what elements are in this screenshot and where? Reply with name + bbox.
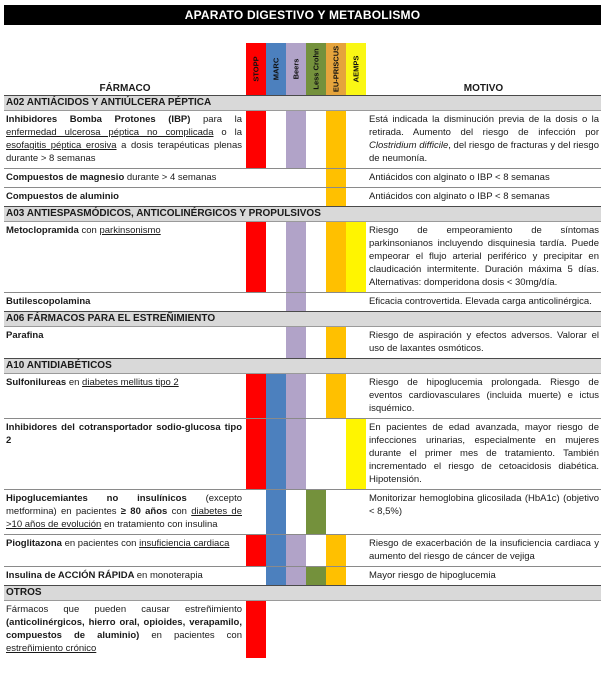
- criteria-header-label: AEMPS: [351, 55, 361, 83]
- mark-stopp-on: [246, 535, 266, 566]
- mark-stopp-off: [246, 567, 266, 585]
- text-segment: Monitorizar hemoglobina glicosilada (HbA1c) (objetivo < 8,5%): [369, 493, 599, 517]
- text-segment: , del riesgo de fracturas y del riesgo de neumonía.: [369, 140, 600, 164]
- criteria-header-label: Beers: [291, 58, 301, 80]
- text-segment: (excepto metformina) en pacientes: [6, 493, 242, 517]
- mark-marc-on: [266, 374, 286, 418]
- motivo-cell: [366, 111, 601, 168]
- text-segment: Riesgo de exacerbación de la insuficiencia cardiaca y aumento del riesgo de cáncer de vejiga: [369, 538, 599, 562]
- text-segment: estreñimiento crónico: [6, 643, 97, 654]
- motivo-cell: [366, 567, 601, 585]
- text-segment: Riesgo de hipoglucemia prolongada. Riesgo de eventos cardiovasculares (incluida muerte) e ictus isquémico.: [369, 377, 599, 414]
- table-row: [4, 374, 601, 418]
- mark-aemps-off: [346, 601, 366, 658]
- mark-beers-on: [286, 111, 306, 168]
- criteria-marks: [246, 419, 366, 489]
- mark-marc-off: [266, 188, 286, 206]
- mark-eu-priscus-off: [326, 601, 346, 658]
- text-segment: diabetes mellitus tipo 2: [82, 377, 179, 388]
- mark-less-chron-off: [306, 222, 326, 292]
- table-row: [4, 292, 601, 311]
- mark-less-chron-off: [306, 535, 326, 566]
- text-segment: Compuestos de aluminio: [6, 191, 119, 202]
- criteria-marks: [246, 293, 366, 311]
- mark-beers-on: [286, 293, 306, 311]
- farmaco-column-header: FÁRMACO: [99, 83, 151, 94]
- mark-eu-priscus-on: [326, 567, 346, 585]
- criteria-marks: [246, 567, 366, 585]
- motivo-cell: [366, 374, 601, 418]
- motivo-cell: [366, 490, 601, 534]
- text-segment: en pacientes con: [151, 630, 242, 641]
- mark-stopp-off: [246, 188, 266, 206]
- criteria-header-label: STOPP: [251, 56, 261, 82]
- mark-eu-priscus-on: [326, 169, 346, 187]
- text-segment: parkinsonismo: [99, 225, 161, 236]
- text-segment: Riesgo de empeoramiento de síntomas parkinsonianos incluyendo disquinesia tardía. Puede empeorar el flujo arterial periférico y precipitar en claudicación intermitente. Duración máxima 5 días. Alternativas: domperidona dosis < 30mg/día.: [369, 225, 599, 288]
- mark-beers-off: [286, 169, 306, 187]
- motivo-cell: [366, 327, 601, 358]
- mark-beers-on: [286, 419, 306, 489]
- mark-stopp-on: [246, 601, 266, 658]
- mark-beers-off: [286, 188, 306, 206]
- mark-less-chron-off: [306, 169, 326, 187]
- section-header: A10 ANTIDIABÉTICOS: [4, 358, 601, 374]
- mark-less-chron-off: [306, 374, 326, 418]
- table-header: [4, 43, 601, 95]
- farmaco-cell: [4, 535, 246, 566]
- mark-eu-priscus-on: [326, 111, 346, 168]
- mark-aemps-on: [346, 419, 366, 489]
- section-header: A03 ANTIESPASMÓDICOS, ANTICOLINÉRGICOS Y PROPULSIVOS: [4, 206, 601, 222]
- mark-less-chron-on: [306, 490, 326, 534]
- text-segment: con: [171, 506, 192, 517]
- motivo-cell: [366, 188, 601, 206]
- criteria-header-label: MARC: [271, 57, 281, 81]
- farmaco-cell: [4, 111, 246, 168]
- text-segment: en pacientes con: [64, 538, 140, 549]
- mark-less-chron-off: [306, 111, 326, 168]
- motivo-cell: [366, 419, 601, 489]
- mark-stopp-off: [246, 293, 266, 311]
- section-header: A02 ANTIÁCIDOS Y ANTIÚLCERA PÉPTICA: [4, 95, 601, 111]
- mark-eu-priscus-on: [326, 188, 346, 206]
- mark-less-chron-on: [306, 567, 326, 585]
- mark-marc-on: [266, 419, 286, 489]
- criteria-header-label: Less Crohn: [311, 48, 321, 90]
- criteria-marks: [246, 601, 366, 658]
- mark-less-chron-off: [306, 188, 326, 206]
- table-row: [4, 327, 601, 358]
- table-row: [4, 187, 601, 206]
- farmaco-header-zone: [4, 43, 246, 95]
- motivo-cell: [366, 293, 601, 311]
- mark-stopp-on: [246, 222, 266, 292]
- text-segment: Mayor riesgo de hipoglucemia: [369, 570, 496, 581]
- mark-aemps-off: [346, 293, 366, 311]
- mark-eu-priscus-off: [326, 293, 346, 311]
- mark-stopp-on: [246, 111, 266, 168]
- text-segment: Compuestos de magnesio: [6, 172, 127, 183]
- text-segment: diabetes de >10 años de evolución: [6, 506, 242, 530]
- mark-marc-off: [266, 601, 286, 658]
- text-segment: durante > 4 semanas: [126, 172, 217, 183]
- mark-aemps-off: [346, 188, 366, 206]
- text-segment: Butilescopolamina: [6, 296, 91, 307]
- text-segment: Clostridium difficile: [369, 140, 449, 151]
- table-row: [4, 222, 601, 292]
- mark-marc-off: [266, 111, 286, 168]
- text-segment: Insulina de ACCIÓN RÁPIDA: [6, 570, 137, 581]
- mark-less-chron-off: [306, 293, 326, 311]
- mark-beers-on: [286, 327, 306, 358]
- mark-marc-off: [266, 169, 286, 187]
- criteria-marks: [246, 490, 366, 534]
- criteria-header-aemps: [346, 43, 366, 95]
- mark-aemps-off: [346, 490, 366, 534]
- mark-marc-on: [266, 567, 286, 585]
- table-body: [4, 95, 601, 658]
- text-segment: Inhibidores del cotransportador sodio-glucosa tipo 2: [6, 422, 242, 446]
- criteria-marks: [246, 222, 366, 292]
- text-segment: para la: [203, 114, 242, 125]
- mark-eu-priscus-on: [326, 222, 346, 292]
- mark-less-chron-off: [306, 419, 326, 489]
- mark-beers-on: [286, 374, 306, 418]
- table-row: [4, 601, 601, 658]
- farmaco-cell: [4, 293, 246, 311]
- mark-eu-priscus-on: [326, 374, 346, 418]
- mark-stopp-off: [246, 169, 266, 187]
- farmaco-cell: [4, 188, 246, 206]
- mark-eu-priscus-off: [326, 490, 346, 534]
- text-segment: ≥ 80 años: [120, 506, 172, 517]
- criteria-marks: [246, 169, 366, 187]
- section-header: A06 FÁRMACOS PARA EL ESTREÑIMIENTO: [4, 311, 601, 327]
- text-segment: Antiácidos con alginato o IBP < 8 semanas: [369, 172, 550, 183]
- text-segment: a dosis terapéuticas plenas durante > 8 semanas: [6, 140, 242, 164]
- motivo-cell: [366, 222, 601, 292]
- mark-aemps-off: [346, 535, 366, 566]
- text-segment: con: [81, 225, 100, 236]
- mark-beers-on: [286, 222, 306, 292]
- mark-stopp-off: [246, 490, 266, 534]
- mark-marc-on: [266, 535, 286, 566]
- text-segment: en: [68, 377, 83, 388]
- mark-aemps-on: [346, 222, 366, 292]
- text-segment: enfermedad ulcerosa péptica no complicada: [6, 127, 214, 138]
- text-segment: Antiácidos con alginato o IBP < 8 semanas: [369, 191, 550, 202]
- text-segment: insuficiencia cardiaca: [139, 538, 230, 549]
- table-row: [4, 489, 601, 534]
- mark-stopp-on: [246, 419, 266, 489]
- mark-aemps-off: [346, 374, 366, 418]
- motivo-header-zone: [366, 43, 601, 95]
- text-segment: Hipoglucemiantes no insulínicos: [6, 493, 206, 504]
- text-segment: Metoclopramida: [6, 225, 82, 236]
- mark-eu-priscus-on: [326, 327, 346, 358]
- motivo-cell: [366, 601, 601, 658]
- text-segment: Eficacia controvertida. Elevada carga anticolinérgica.: [369, 296, 592, 307]
- table-row: [4, 566, 601, 585]
- table-row: [4, 418, 601, 489]
- page-title: APARATO DIGESTIVO Y METABOLISMO: [4, 5, 601, 25]
- criteria-marks: [246, 374, 366, 418]
- table-row: [4, 534, 601, 566]
- mark-stopp-on: [246, 374, 266, 418]
- mark-eu-priscus-off: [326, 419, 346, 489]
- criteria-header-beers: [286, 43, 306, 95]
- criteria-marks: [246, 188, 366, 206]
- criteria-marks: [246, 327, 366, 358]
- section-header: OTROS: [4, 585, 601, 601]
- mark-aemps-off: [346, 169, 366, 187]
- text-segment: Parafina: [6, 330, 44, 341]
- mark-aemps-off: [346, 111, 366, 168]
- motivo-cell: [366, 535, 601, 566]
- farmaco-cell: [4, 222, 246, 292]
- mark-aemps-off: [346, 567, 366, 585]
- farmaco-cell: [4, 490, 246, 534]
- farmaco-cell: [4, 327, 246, 358]
- text-segment: o la: [213, 127, 242, 138]
- text-segment: en tratamiento con insulina: [101, 519, 218, 530]
- mark-beers-off: [286, 601, 306, 658]
- farmaco-cell: [4, 567, 246, 585]
- table-row: [4, 168, 601, 187]
- farmaco-cell: [4, 169, 246, 187]
- criteria-header-marc: [266, 43, 286, 95]
- criteria-marks: [246, 535, 366, 566]
- text-segment: Está indicada la disminución previa de la dosis o la retirada. Aumento del riesgo de infección por: [369, 114, 599, 138]
- text-segment: Riesgo de aspiración y efectos adversos. Valorar el uso de laxantes osmóticos.: [369, 330, 599, 354]
- criteria-column-headers: [246, 43, 366, 95]
- text-segment: En pacientes de edad avanzada, mayor riesgo de infecciones urinarias, especialmente en mujeres durante el primer mes de tratamiento. También incrementado el riesgo de cetoacidosis diabética. Hipotensión.: [369, 422, 599, 485]
- mark-beers-on: [286, 535, 306, 566]
- mark-beers-on: [286, 567, 306, 585]
- criteria-header-label: EU-PRISCUS: [331, 45, 341, 93]
- mark-aemps-off: [346, 327, 366, 358]
- farmaco-cell: [4, 419, 246, 489]
- motivo-cell: [366, 169, 601, 187]
- mark-less-chron-off: [306, 601, 326, 658]
- text-segment: esofagitis péptica erosiva: [6, 140, 117, 151]
- mark-stopp-off: [246, 327, 266, 358]
- motivo-column-header: MOTIVO: [463, 83, 504, 94]
- mark-marc-off: [266, 293, 286, 311]
- text-segment: Sulfonilureas: [6, 377, 69, 388]
- text-segment: Pioglitazona: [6, 538, 65, 549]
- text-segment: en monoterapia: [136, 570, 203, 581]
- text-segment: Fármacos que pueden causar estreñimiento: [6, 604, 242, 615]
- text-segment: Inhibidores Bomba Protones (IBP): [6, 114, 204, 125]
- mark-eu-priscus-on: [326, 535, 346, 566]
- text-segment: (anticolinérgicos, hierro oral, opioides, verapamilo, compuestos de aluminio): [6, 617, 242, 641]
- criteria-header-eu-priscus: [326, 43, 346, 95]
- criteria-header-stopp: [246, 43, 266, 95]
- mark-marc-off: [266, 327, 286, 358]
- table-row: [4, 111, 601, 168]
- criteria-marks: [246, 111, 366, 168]
- criteria-header-less-chron: [306, 43, 326, 95]
- farmaco-cell: [4, 374, 246, 418]
- mark-marc-on: [266, 490, 286, 534]
- farmaco-cell: [4, 601, 246, 658]
- mark-beers-off: [286, 490, 306, 534]
- mark-less-chron-off: [306, 327, 326, 358]
- mark-marc-off: [266, 222, 286, 292]
